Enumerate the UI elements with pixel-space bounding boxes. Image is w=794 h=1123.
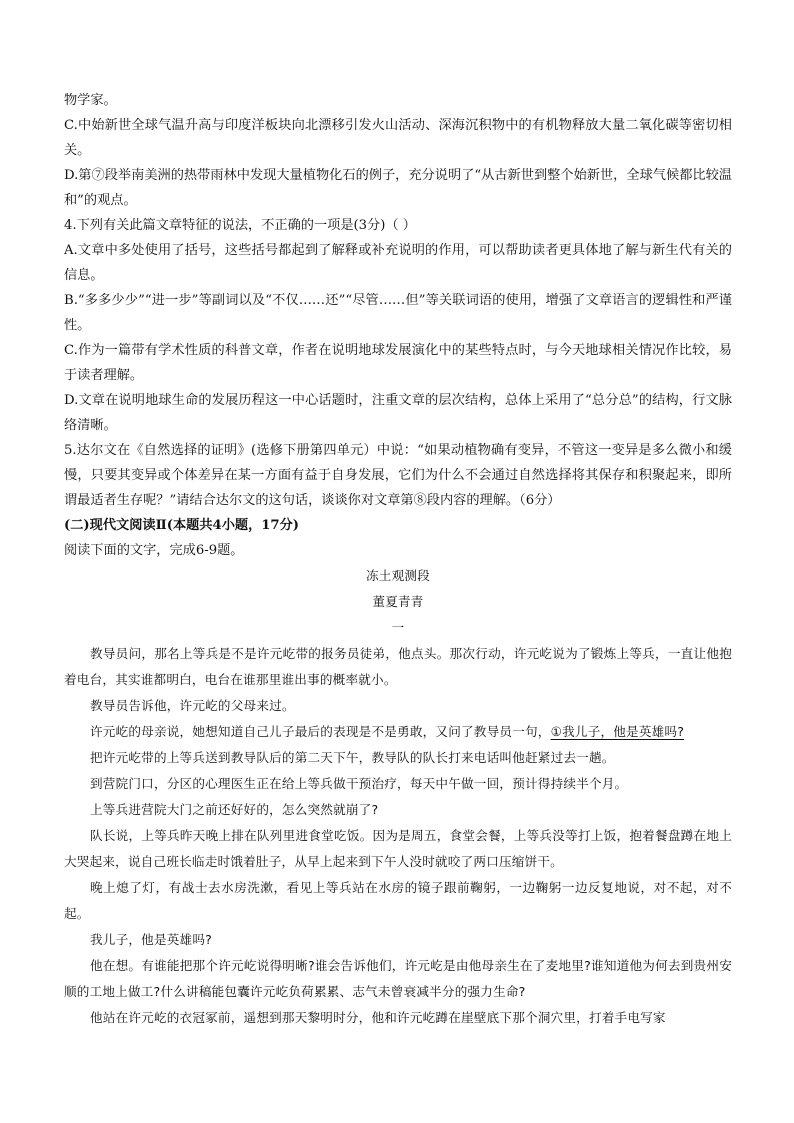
q4-option-a: A.文章中多处使用了括号，这些括号都起到了解释或补充说明的作用，可以帮助读者更具体地了解与新生代有关的信息。 — [64, 243, 732, 283]
story-paragraph: 上等兵进营院大门之前还好好的，怎么突然就崩了? — [90, 802, 379, 817]
story-paragraph: 晚上熄了灯，有战士去水房洗漱，看见上等兵站在水房的镜子跟前鞠躬，一边鞠躬一边反复地说，对不起，对不起。 — [64, 880, 732, 921]
story-author: 董夏青青 — [372, 594, 424, 609]
story-paragraph — [64, 719, 732, 745]
story-paragraph: 教导员告诉他，许元屹的父母来过。 — [90, 698, 295, 713]
story-paragraph: 队长说，上等兵昨天晚上排在队列里进食堂吃饭。因为是周五，食堂会餐，上等兵没等打上饭，抱着餐盘蹲在地上大哭起来，说自己班长临走时饿着肚子，从早上起来到下午人没时就咬了两口压缩饼干。 — [64, 828, 732, 869]
story-paragraph: 把许元屹带的上等兵送到教导队后的第二天下午，教导队的队长打来电话叫他赶紧过去一趟。 — [90, 750, 615, 765]
section-instruction: 阅读下面的文字，完成6-9题。 — [64, 543, 244, 558]
story-text: 许元屹的母亲说，她想知道自己儿子最后的表现是不是勇敢，又问了教导员一句， — [90, 724, 551, 739]
story-part-number: 一 — [391, 620, 405, 635]
q4-stem: 4.下列有关此篇文章特征的说法，不正确的一项是(3分)（ ） — [64, 218, 416, 233]
q3-option-c: C.中始新世全球气温升高与印度洋板块向北漂移引发火山活动、深海沉积物中的有机物释放大量二氧化碳等密切相关。 — [64, 118, 732, 158]
section-heading: (二)现代文阅读Ⅱ(本题共4小题，17分) — [64, 518, 300, 533]
underlined-sentence-1: ①我儿子，他是英雄吗? — [550, 724, 685, 739]
story-block — [64, 563, 732, 1031]
story-paragraph: 我儿子，他是英雄吗? — [90, 932, 213, 947]
story-paragraph: 教导员问，那名上等兵是不是许元屹带的报务员徒弟，他点头。那次行动，许元屹说为了锻炼上等兵，一直让他抱着电台，其实谁都明白，电台在谁那里谁出事的概率就小。 — [64, 646, 732, 687]
q5-question: 5.达尔文在《自然选择的证明》(选修下册第四单元）中说：“如果动植物确有变异，不管这一变异是多么微小和缓慢，只要其变异或个体差异在某一方面有益于自身发展，它们为什么不会通过自然选择将其保存和积聚起来，即所谓最适者生存呢？”请结合达尔文的这句话，谈谈你对文章第⑧段内容的理解。（6分） — [64, 443, 732, 508]
story-paragraph: 他站在许元屹的衣冠冢前，遥想到那天黎明时分，他和许元屹蹲在崖壁底下那个洞穴里，打着手电写家 — [90, 1010, 666, 1025]
story-paragraph: 他在想。有谁能把那个许元屹说得明晰?谁会告诉他们，许元屹是由他母亲生在了麦地里?谁知道他为何去到贵州安顺的工地上做工?什么讲稿能包囊许元屹负荷累累、志气未曾衰减半分的强力生命? — [64, 958, 732, 999]
story-paragraph: 到营院门口，分区的心理医生正在给上等兵做干预治疗，每天中午做一回，预计得持续半个月。 — [90, 776, 628, 791]
q3-option-b-tail: 物学家。 — [64, 93, 117, 108]
q3-option-d: D.第⑦段举南美洲的热带雨林中发现大量植物化石的例子，充分说明了“从古新世到整个始新世，全球气候都比较温和”的观点。 — [64, 168, 732, 208]
q4-option-b: B.“多多少少”“进一步”等副词以及“不仅……还”“尽管……但”等关联词语的使用，增强了文章语言的逻辑性和严谨性。 — [64, 293, 732, 333]
q4-option-c: C.作为一篇带有学术性质的科普文章，作者在说明地球发展演化中的某些特点时，与今天地球相关情况作比较，易于读者理解。 — [64, 343, 732, 383]
questions-block — [64, 88, 732, 563]
q4-option-d: D.文章在说明地球生命的发展历程这一中心话题时，注重文章的层次结构，总体上采用了“总分总”的结构，行文脉络清晰。 — [64, 393, 732, 433]
story-title: 冻土观测段 — [366, 568, 430, 583]
